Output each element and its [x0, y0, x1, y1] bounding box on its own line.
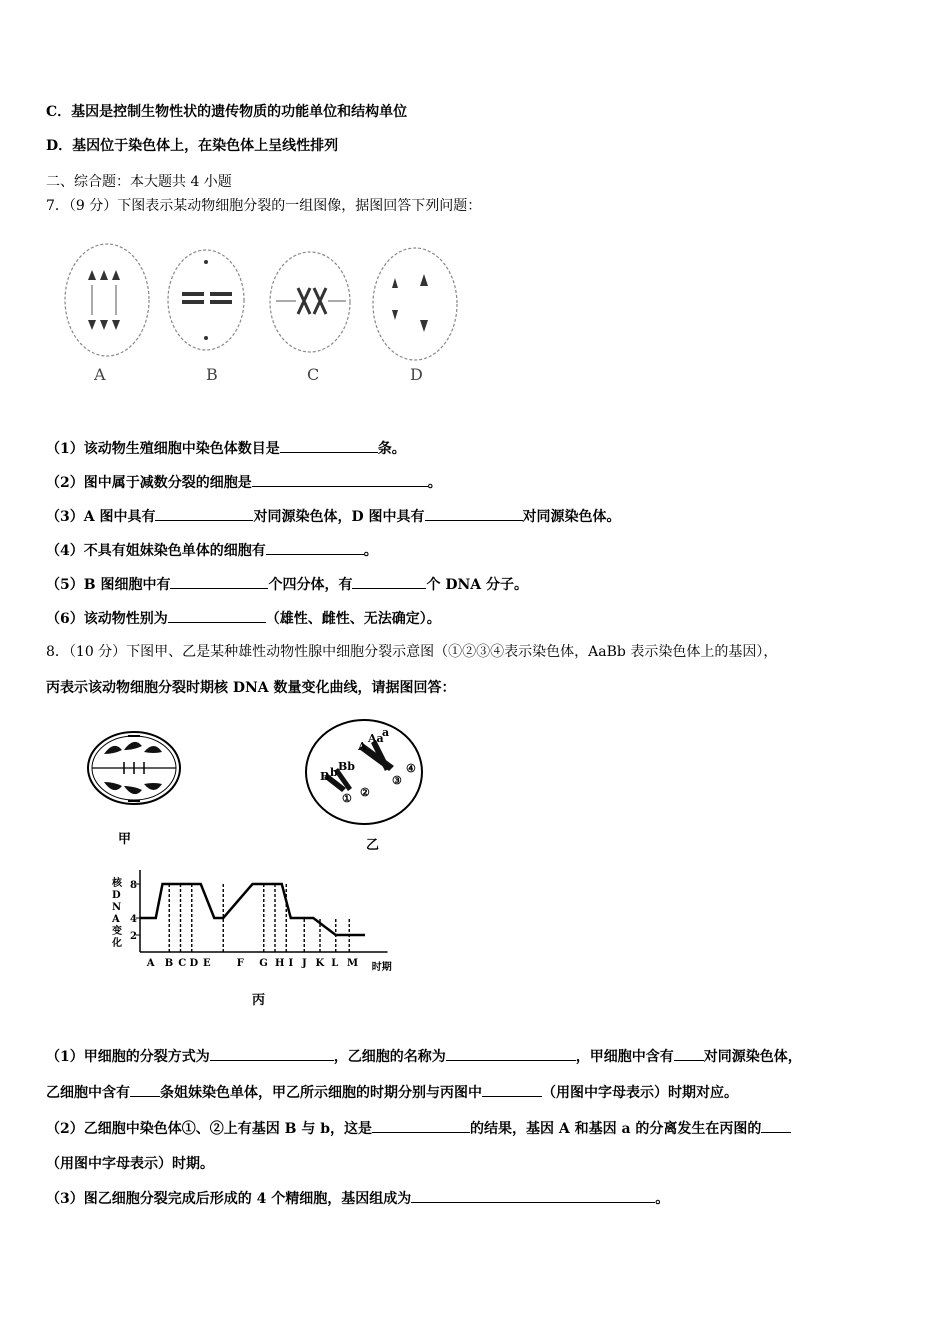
dna-curve: [140, 884, 365, 935]
q8-dna-chart: [100, 866, 420, 1016]
q8-part1-line2: 乙细胞中含有 条姐妹染色单体，甲乙所示细胞的时期分别与丙图中 （用图中字母表示）时期对应。: [46, 1082, 738, 1103]
q7-part5: （5）B 图细胞中有 个四分体，有 个 DNA 分子。: [46, 574, 528, 595]
x-tick-label: I: [288, 958, 294, 969]
y-axis-label: 化: [112, 938, 122, 949]
label-jia: 甲: [118, 832, 132, 847]
q8-stem-line2: 丙表示该动物细胞分裂时期核 DNA 数量变化曲线，请据图回答：: [46, 680, 456, 696]
fig-label-c: C: [307, 365, 320, 384]
x-tick-label: H: [275, 958, 285, 969]
svg-text:Bb: Bb: [338, 760, 355, 773]
q8-cell-jia: [84, 716, 184, 851]
y-axis-label: 核: [112, 878, 122, 889]
q8-part2-line2: （用图中字母表示）时期。: [46, 1156, 214, 1172]
svg-text:a: a: [382, 726, 390, 739]
q7-stem: 7．（9 分）下图表示某动物细胞分裂的一组图像，据图回答下列问题：: [46, 198, 482, 214]
label-bing: 丙: [252, 993, 266, 1008]
y-axis-label: 变: [112, 926, 122, 937]
x-tick-label: L: [331, 958, 339, 969]
option-d: D．基因位于染色体上，在染色体上呈线性排列: [46, 138, 339, 154]
y-axis-label: A: [112, 914, 120, 925]
q8-part1-line1: （1）甲细胞的分裂方式为 ，乙细胞的名称为 ，甲细胞中含有 对同源染色体，: [46, 1046, 802, 1067]
y-axis-label: D: [112, 890, 121, 901]
x-tick-label: K: [315, 958, 325, 969]
q7-part1: （1）该动物生殖细胞中染色体数目是 条。: [46, 438, 406, 459]
x-tick-label: B: [164, 958, 174, 969]
q8-cell-yi: [302, 716, 432, 856]
svg-text:b: b: [330, 766, 338, 779]
q7-part2: （2）图中属于减数分裂的细胞是 。: [46, 472, 442, 493]
svg-text:②: ②: [360, 786, 370, 799]
fig-label-d: D: [410, 365, 423, 384]
x-tick-label: D: [189, 958, 199, 969]
svg-text:Aa: Aa: [368, 732, 384, 745]
svg-text:④: ④: [406, 762, 416, 775]
x-tick-label: J: [302, 958, 307, 969]
q7-part3: （3）A 图中具有 对同源染色体，D 图中具有 对同源染色体。: [46, 506, 621, 527]
q7-part6: （6）该动物性别为 （雄性、雌性、无法确定）。: [46, 608, 441, 629]
fig-label-a: A: [94, 365, 106, 384]
y-tick-label: 8: [130, 880, 137, 891]
y-tick-label: 2: [130, 931, 137, 942]
x-tick-label: E: [203, 958, 211, 969]
q7-cell-figure: [60, 240, 460, 390]
option-c: C．基因是控制生物性状的遗传物质的功能单位和结构单位: [46, 104, 408, 120]
y-tick-label: 4: [130, 914, 137, 925]
x-tick-label: F: [236, 958, 244, 969]
x-tick-label: G: [259, 958, 268, 969]
x-tick-label: C: [178, 958, 187, 969]
fig-label-b: B: [206, 365, 218, 384]
q8-stem-line1: 8．（10 分）下图甲、乙是某种雄性动物性腺中细胞分裂示意图（①②③④表示染色体，AaBb 表示染色体上的基因），: [46, 644, 778, 660]
q8-part2-line1: （2）乙细胞中染色体①、②上有基因 B 与 b，这是 的结果，基因 A 和基因 a 的分离发生在丙图的: [46, 1118, 791, 1139]
section-heading: 二、综合题：本大题共 4 小题: [46, 174, 232, 190]
x-tick-label: A: [146, 958, 155, 969]
x-axis-label: 时期: [371, 962, 392, 973]
svg-text:B: B: [320, 770, 330, 783]
q8-part3: （3）图乙细胞分裂完成后形成的 4 个精细胞，基因组成为 。: [46, 1188, 669, 1209]
y-axis-label: N: [112, 902, 122, 913]
q7-part4: （4）不具有姐妹染色单体的细胞有 。: [46, 540, 378, 561]
svg-text:①: ①: [342, 792, 352, 805]
svg-text:A: A: [358, 740, 367, 753]
label-yi: 乙: [366, 838, 380, 853]
x-tick-label: M: [347, 958, 359, 969]
svg-text:③: ③: [392, 774, 402, 787]
